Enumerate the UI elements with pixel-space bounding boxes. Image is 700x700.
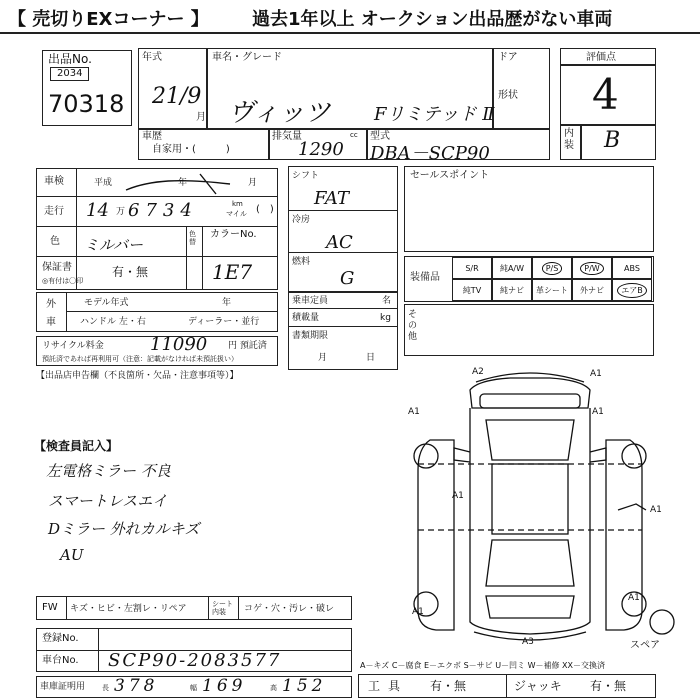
- length-value: 378: [114, 676, 159, 696]
- spare-label: スペア: [630, 640, 660, 651]
- inspector-line-1: 左電格ミラー 不良: [46, 462, 171, 480]
- diagram-label-a1-spare: A1: [628, 593, 640, 603]
- recycle-note: 預託済であれば再利用可（注意：記載がなければ未預託扱い）: [42, 355, 238, 363]
- handle-label: ハンドル 左・右: [80, 317, 146, 327]
- equipment-item: 純ナビ: [492, 279, 532, 301]
- lot-stamp: 2034: [50, 67, 89, 81]
- shaken-label: 車検: [44, 176, 64, 187]
- auction-header: [0, 0, 700, 34]
- header-bracket-title: 【 売切りEXコーナー 】: [8, 9, 209, 30]
- diagram-label-a1-door: A1: [650, 505, 662, 515]
- mileage-label: 走行: [44, 206, 64, 217]
- other-box: [404, 304, 654, 356]
- cert-label: 車庫証明用: [40, 682, 86, 692]
- jack-value: 有・無: [590, 679, 627, 693]
- foreign-label: 外車: [46, 299, 56, 328]
- shaken-month-label: 月: [248, 178, 258, 188]
- diagram-label-a1-side: A1: [452, 491, 464, 501]
- rating-score: 4: [592, 70, 619, 119]
- width-label: 幅: [190, 684, 197, 692]
- fw-text: キズ・ヒビ・左割レ・リペア: [70, 604, 187, 614]
- equipment-item: S/R: [452, 257, 492, 279]
- diagram-label-a1-right: A1: [592, 407, 604, 417]
- ac-value: AC: [326, 232, 353, 253]
- era-label: 平成: [94, 178, 113, 188]
- model-value: DBA－SCP90: [370, 143, 490, 164]
- equipment-item: 革シート: [532, 279, 572, 301]
- inspector-line-3: Dミラー 外れカルキズ: [48, 520, 200, 538]
- equipment-item: エアB: [612, 279, 652, 301]
- man-label: 万: [116, 207, 126, 217]
- color-value: ミルバー: [84, 236, 143, 254]
- interior-value: B: [604, 128, 621, 153]
- equipment-label: 装備品: [410, 272, 440, 283]
- other-label: その他: [408, 310, 418, 342]
- seat-text: コゲ・穴・汚レ・破レ: [244, 604, 335, 614]
- fw-label: FW: [42, 602, 58, 613]
- lot-number: 70318: [48, 90, 125, 118]
- color-label: 色: [50, 236, 60, 247]
- equipment-item: 外ナビ: [572, 279, 612, 301]
- damage-legend: A－キズ C－腐食 E－エクボ S－サビ U－凹ミ W－補修 XX－交換済: [360, 661, 606, 670]
- equipment-item: P/W: [572, 257, 612, 279]
- model-year-label: モデル年式: [84, 298, 129, 308]
- reg-label: 登録No.: [42, 633, 79, 644]
- diagram-label-a3: A3: [522, 637, 534, 647]
- warranty-options: 有・無: [112, 265, 149, 279]
- model-label: 型式: [370, 131, 390, 142]
- warranty-note: ◎有付は〇印: [42, 277, 84, 285]
- color-no-label: カラーNo.: [210, 229, 257, 240]
- equipment-item: 純A/W: [492, 257, 532, 279]
- report-label: 【出品店申告欄（不良箇所・欠品・注意事項等）】: [36, 371, 239, 381]
- height-value: 152: [282, 676, 327, 696]
- chassis-value: SCP90-2083577: [108, 650, 282, 671]
- load-unit: kg: [380, 313, 391, 323]
- sales-point-label: セールスポイント: [410, 170, 490, 181]
- length-label: 長: [102, 684, 109, 692]
- equipment-item: ABS: [612, 257, 652, 279]
- seat-label: シート内装: [212, 600, 233, 616]
- inspector-line-4: AU: [60, 546, 84, 564]
- grade-value: Fリミテッド Ⅱ: [374, 104, 495, 125]
- inspector-label: 【検査員記入】: [34, 439, 119, 453]
- fuel-value: G: [340, 268, 355, 289]
- tool-label: 工具: [368, 679, 409, 693]
- recycle-suffix: 円 預託済: [228, 341, 267, 351]
- fuel-label: 燃料: [292, 257, 311, 267]
- diagram-label-a1-bottom: A1: [412, 607, 424, 617]
- doc-day: 日: [366, 353, 376, 363]
- km-label: km: [232, 200, 243, 208]
- tool-value: 有・無: [430, 679, 467, 693]
- color-no-value: 1E7: [212, 260, 253, 284]
- mileage-man: 14: [86, 200, 109, 221]
- door-label: ドア: [498, 52, 518, 63]
- doc-month: 月: [318, 353, 328, 363]
- recycle-label: リサイクル料金: [42, 341, 104, 351]
- capacity-unit: 名: [382, 296, 392, 306]
- inspector-line-2: スマートレスエイ: [48, 492, 168, 510]
- load-label: 積載量: [292, 313, 320, 323]
- warranty-label: 保証書: [42, 262, 72, 273]
- shift-value: FAT: [314, 188, 349, 209]
- category-label: 車歴: [142, 131, 162, 142]
- year-label: 年式: [142, 52, 162, 63]
- equipment-item: 純TV: [452, 279, 492, 301]
- shape-label: 形状: [498, 90, 518, 101]
- displacement-unit: cc: [350, 131, 358, 139]
- diagram-label-a1-left: A1: [408, 407, 420, 417]
- width-value: 169: [202, 676, 247, 696]
- mileage-rest: 6734: [128, 200, 198, 221]
- recycle-value: 11090: [150, 334, 208, 355]
- displacement-label: 排気量: [272, 131, 302, 142]
- jack-label: ジャッキ: [514, 679, 562, 693]
- interior-label: 内装: [564, 128, 574, 151]
- rating-label: 評価点: [586, 52, 616, 63]
- year-value: 21/9: [152, 84, 202, 109]
- name-label: 車名・グレード: [212, 52, 282, 63]
- name-value: ヴィッツ: [228, 98, 331, 128]
- category-value: 自家用・( ): [152, 144, 230, 155]
- doc-label: 書類期限: [292, 331, 329, 341]
- equipment-item: P/S: [532, 257, 572, 279]
- shaken-strike-mark: [120, 168, 240, 196]
- mile-label: マイル: [226, 210, 247, 218]
- color-change-label: 色替: [189, 230, 196, 246]
- month-suffix: 月: [196, 112, 206, 123]
- chassis-label: 車台No.: [42, 655, 79, 666]
- displacement-value: 1290: [298, 139, 344, 160]
- diagram-label-a2: A2: [472, 367, 484, 377]
- lot-label: 出品No.: [48, 52, 92, 66]
- dealer-label: ディーラー・並行: [188, 317, 260, 327]
- diagram-label-a1-top: A1: [590, 369, 602, 379]
- header-subtitle: 過去1年以上 オークション出品歴がない車両: [252, 9, 613, 30]
- height-label: 高: [270, 684, 277, 692]
- ac-label: 冷房: [292, 215, 311, 225]
- capacity-label: 乗車定員: [292, 296, 329, 306]
- shaken-year-label: 年: [178, 178, 188, 188]
- shift-label: シフト: [292, 171, 320, 181]
